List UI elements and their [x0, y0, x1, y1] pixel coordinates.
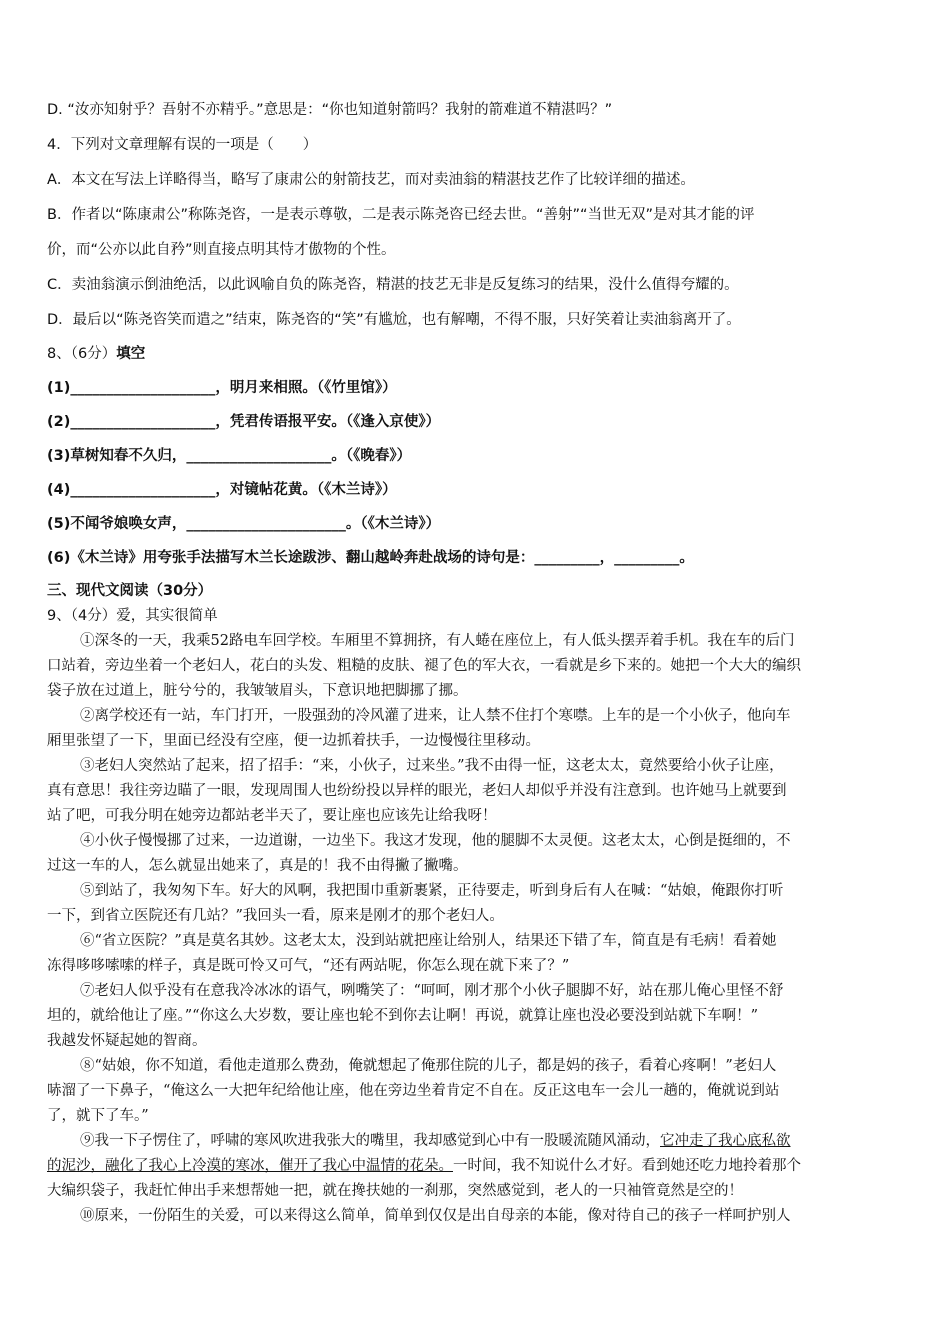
fill-item-2: (2)____________________，凭君传语报平安。（《逢入京使》）	[47, 414, 441, 430]
para-4-line1: ④小伙子慢慢挪了过来，一边道谢，一边坐下。我这才发现，他的腿脚不太灵便。这老太太，心倒是挺细的，不	[80, 833, 791, 849]
para-3-line3: 站了吧，可我分明在她旁边都站老半天了，要让座也应该先让给我呀！	[47, 808, 497, 824]
para-5-line1: ⑤到站了，我匆匆下车。好大的风啊，我把围巾重新裹紧，正待要走，听到身后有人在喊：“姑娘，俺跟你打听	[80, 883, 784, 899]
q4-option-b-line1: B．作者以“陈康肃公”称陈尧咨，一是表示尊敬，二是表示陈尧咨已经去世。“善射”“当世无双”是对其才能的评	[47, 207, 755, 223]
fill-item-5: (5)不闻爷娘唤女声，______________________。（《木兰诗》）	[47, 516, 441, 532]
para-1-line3: 袋子放在过道上，脏兮兮的，我皱皱眉头，下意识地把脚挪了挪。	[47, 683, 468, 699]
fill-item-4: (4)____________________，对镜帖花黄。（《木兰诗》）	[47, 482, 397, 498]
q4-option-b-line2: 价，而“公亦以此自矜”则直接点明其恃才傲物的个性。	[47, 242, 396, 258]
option-d-line: D. “汝亦知射乎？吾射不亦精乎。”意思是：“你也知道射箭吗？我射的箭难道不精湛吗？”	[47, 102, 613, 118]
section-3-title: 三、现代文阅读（30分）	[47, 583, 213, 599]
para-1-line1: ①深冬的一天，我乘52路电车回学校。车厢里不算拥挤，有人蜷在座位上，有人低头摆弄着手机。我在车的后门	[80, 633, 795, 649]
para-7-line2: 坦的，就给他让了座。”“你这么大岁数，要让座也轮不到你去让啊！再说，就算让座也没必要没到站就下车啊！”	[47, 1008, 758, 1024]
para-9-line3: 大编织袋子，我赶忙伸出手来想帮她一把，就在搀扶她的一刹那，突然感觉到，老人的一只袖管竟然是空的！	[47, 1183, 743, 1199]
para-6-line1: ⑥“省立医院？”真是莫名其妙。这老太太，没到站就把座让给别人，结果还下错了车，简直是有毛病！看着她	[80, 933, 777, 949]
question-9-title: 9、（4分）爱，其实很简单	[47, 608, 218, 624]
q8-number: 8、（6分）	[47, 346, 117, 362]
para-3-line1: ③老妇人突然站了起来，招了招手：“来，小伙子，过来坐。”我不由得一怔，这老太太，竟然要给小伙子让座，	[80, 758, 784, 774]
para-9-text: ⑨我一下子愣住了，呼啸的寒风吹进我张大的嘴里，我却感觉到心中有一股暖流随风涌动，	[80, 1133, 660, 1149]
para-2-line2: 厢里张望了一下，里面已经没有空座，便一边抓着扶手，一边慢慢往里移动。	[47, 733, 540, 749]
para-8-line1: ⑧“姑娘，你不知道，看他走道那么费劲，俺就想起了俺那住院的儿子，都是妈的孩子，看着心疼啊！”老妇人	[80, 1058, 777, 1074]
para-7-line1: ⑦老妇人似乎没有在意我冷冰冰的语气，咧嘴笑了：“呵呵，刚才那个小伙子腿脚不好，站在那儿俺心里怪不舒	[80, 983, 784, 999]
para-8-line2: 哧溜了一下鼻子，“俺这么一大把年纪给他让座，他在旁边坐着肯定不自在。反正这电车一会儿一趟的，俺就说到站	[47, 1083, 780, 1099]
para-9-line1	[80, 1131, 910, 1151]
para-9-text-cont: 一时间，我不知说什么才好。看到她还吃力地拎着那个	[453, 1158, 801, 1174]
q4-option-c: C．卖油翁演示倒油绝活，以此讽喻自负的陈尧咨，精湛的技艺无非是反复练习的结果，没什么值得夸耀的。	[47, 277, 739, 293]
para-9-line2	[47, 1156, 910, 1176]
para-6-line2: 冻得哆哆嗦嗦的样子，真是既可怜又可气，“还有两站呢，你怎么现在就下来了？”	[47, 958, 570, 974]
para-5-line2: 一下，到省立医院还有几站？”我回头一看，原来是刚才的那个老妇人。	[47, 908, 504, 924]
para-8-line3: 了，就下了车。”	[47, 1108, 149, 1124]
question-8-heading	[47, 344, 910, 364]
para-1-line2: 口站着，旁边坐着一个老妇人，花白的头发、粗糙的皮肤、褪了色的军大衣，一看就是乡下来的。她把一个大大的编织	[47, 658, 801, 674]
para-10-line1: ⑩原来，一份陌生的关爱，可以来得这么简单，简单到仅仅是出自母亲的本能，像对待自己的孩子一样呵护别人	[80, 1208, 791, 1224]
fill-item-6: (6)《木兰诗》用夸张手法描写木兰长途跋涉、翻山越岭奔赴战场的诗句是：_________，_________。	[47, 550, 694, 566]
para-7-line3: 我越发怀疑起她的智商。	[47, 1033, 207, 1049]
q4-option-d: D．最后以“陈尧咨笑而遣之”结束，陈尧咨的“笑”有尴尬，也有解嘲，不得不服，只好笑着让卖油翁离开了。	[47, 312, 741, 328]
para-2-line1: ②离学校还有一站，车门打开，一股强劲的冷风灌了进来，让人禁不住打个寒噤。上车的是一个小伙子，他向车	[80, 708, 791, 724]
fill-item-3: (3)草树知春不久归，____________________。（《晚春》）	[47, 448, 412, 464]
para-3-line2: 真有意思！我往旁边瞄了一眼，发现周围人也纷纷投以异样的眼光，老妇人却似乎并没有注意到。也许她马上就要到	[47, 783, 787, 799]
underlined-sentence-part2: 的泥沙，融化了我心上冷漠的寒冰，催开了我心中温情的花朵。	[47, 1158, 453, 1174]
fill-item-1: (1)____________________，明月来相照。（《竹里馆》）	[47, 380, 397, 396]
para-4-line2: 过这一车的人，怎么就显出她来了，真是的！我不由得撇了撇嘴。	[47, 858, 468, 874]
q4-option-a: A．本文在写法上详略得当，略写了康肃公的射箭技艺，而对卖油翁的精湛技艺作了比较详细的描述。	[47, 172, 695, 188]
question-4-stem: 4．下列对文章理解有误的一项是（ ）	[47, 137, 318, 153]
q8-title: 填空	[116, 346, 146, 362]
underlined-sentence-part1: 它冲走了我心底私欲	[660, 1133, 791, 1149]
